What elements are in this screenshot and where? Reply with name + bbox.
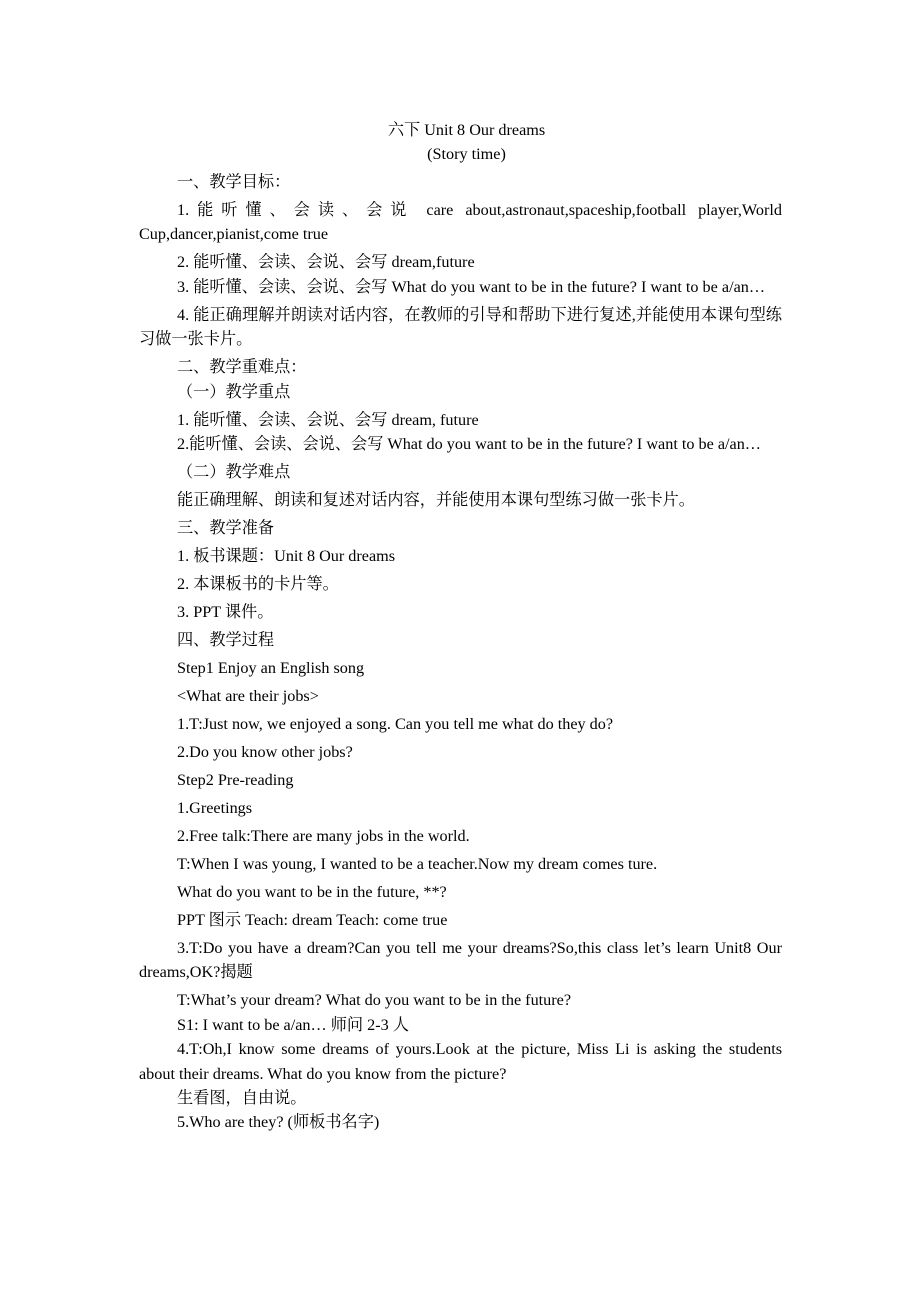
paragraph: PPT 图示 Teach: dream Teach: come true: [177, 911, 448, 930]
paragraph: 1. 能听懂、会读、会说、会写 dream, future: [177, 410, 479, 429]
paragraph: 4.T:Oh,I know some dreams of yours.Look at the picture, Miss Li is asking the students about their dreams. What do you know from the picture?: [139, 1040, 782, 1083]
paragraph: 1. 板书课题：Unit 8 Our dreams: [177, 547, 396, 566]
document-title: 六下 Unit 8 Our dreams: [387, 120, 546, 139]
paragraph: 四、教学过程: [177, 631, 275, 650]
paragraph: （一）教学重点: [177, 382, 291, 401]
paragraph: 1.T:Just now, we enjoyed a song. Can you tell me what do they do?: [177, 715, 614, 734]
paragraph: （二）教学难点: [177, 463, 291, 482]
paragraph: Step1 Enjoy an English song: [177, 659, 365, 678]
document-subtitle: (Story time): [427, 145, 506, 163]
paragraph: 三、教学准备: [177, 519, 275, 538]
paragraph: 2.Free talk:There are many jobs in the world.: [177, 827, 470, 846]
paragraph: Step2 Pre-reading: [177, 771, 294, 790]
paragraph: 2. 本课板书的卡片等。: [177, 575, 339, 594]
paragraph: 生看图，自由说。: [177, 1089, 307, 1108]
paragraph: 1.Greetings: [177, 799, 253, 818]
document-page: [139, 114, 782, 1135]
paragraph: T:What’s your dream? What do you want to be in the future?: [177, 991, 572, 1010]
paragraph: 2.Do you know other jobs?: [177, 743, 353, 762]
paragraph: 能正确理解、朗读和复述对话内容，并能使用本课句型练习做一张卡片。: [177, 491, 695, 510]
paragraph: 1.能听懂、会读、会说 care about,astronaut,spaceship,football player,World Cup,dancer,pianist,come true: [139, 201, 782, 244]
paragraph: 3.T:Do you have a dream?Can you tell me your dreams?So,this class let’s learn Unit8 Our dreams,OK?揭题: [139, 939, 782, 982]
paragraph: 2.能听懂、会读、会说、会写 What do you want to be in the future? I want to be a/an…: [177, 435, 761, 454]
paragraph: What do you want to be in the future, **?: [177, 883, 447, 902]
paragraph: S1: I want to be a/an… 师问 2-3 人: [177, 1015, 409, 1034]
document-body: [139, 166, 782, 1134]
paragraph: 3. 能听懂、会读、会说、会写 What do you want to be in the future? I want to be a/an…: [177, 277, 766, 296]
paragraph: 一、教学目标：: [177, 173, 291, 191]
paragraph: 2. 能听懂、会读、会说、会写 dream,future: [177, 253, 475, 272]
paragraph: 3. PPT 课件。: [177, 603, 274, 622]
paragraph: T:When I was young, I wanted to be a teacher.Now my dream comes ture.: [177, 855, 658, 874]
paragraph: <What are their jobs>: [177, 687, 319, 706]
paragraph: 4. 能正确理解并朗读对话内容，在教师的引导和帮助下进行复述,并能使用本课句型练习做一张卡片。: [139, 305, 782, 349]
paragraph: 5.Who are they? (师板书名字): [177, 1113, 380, 1132]
paragraph: 二、教学重难点：: [177, 358, 307, 377]
